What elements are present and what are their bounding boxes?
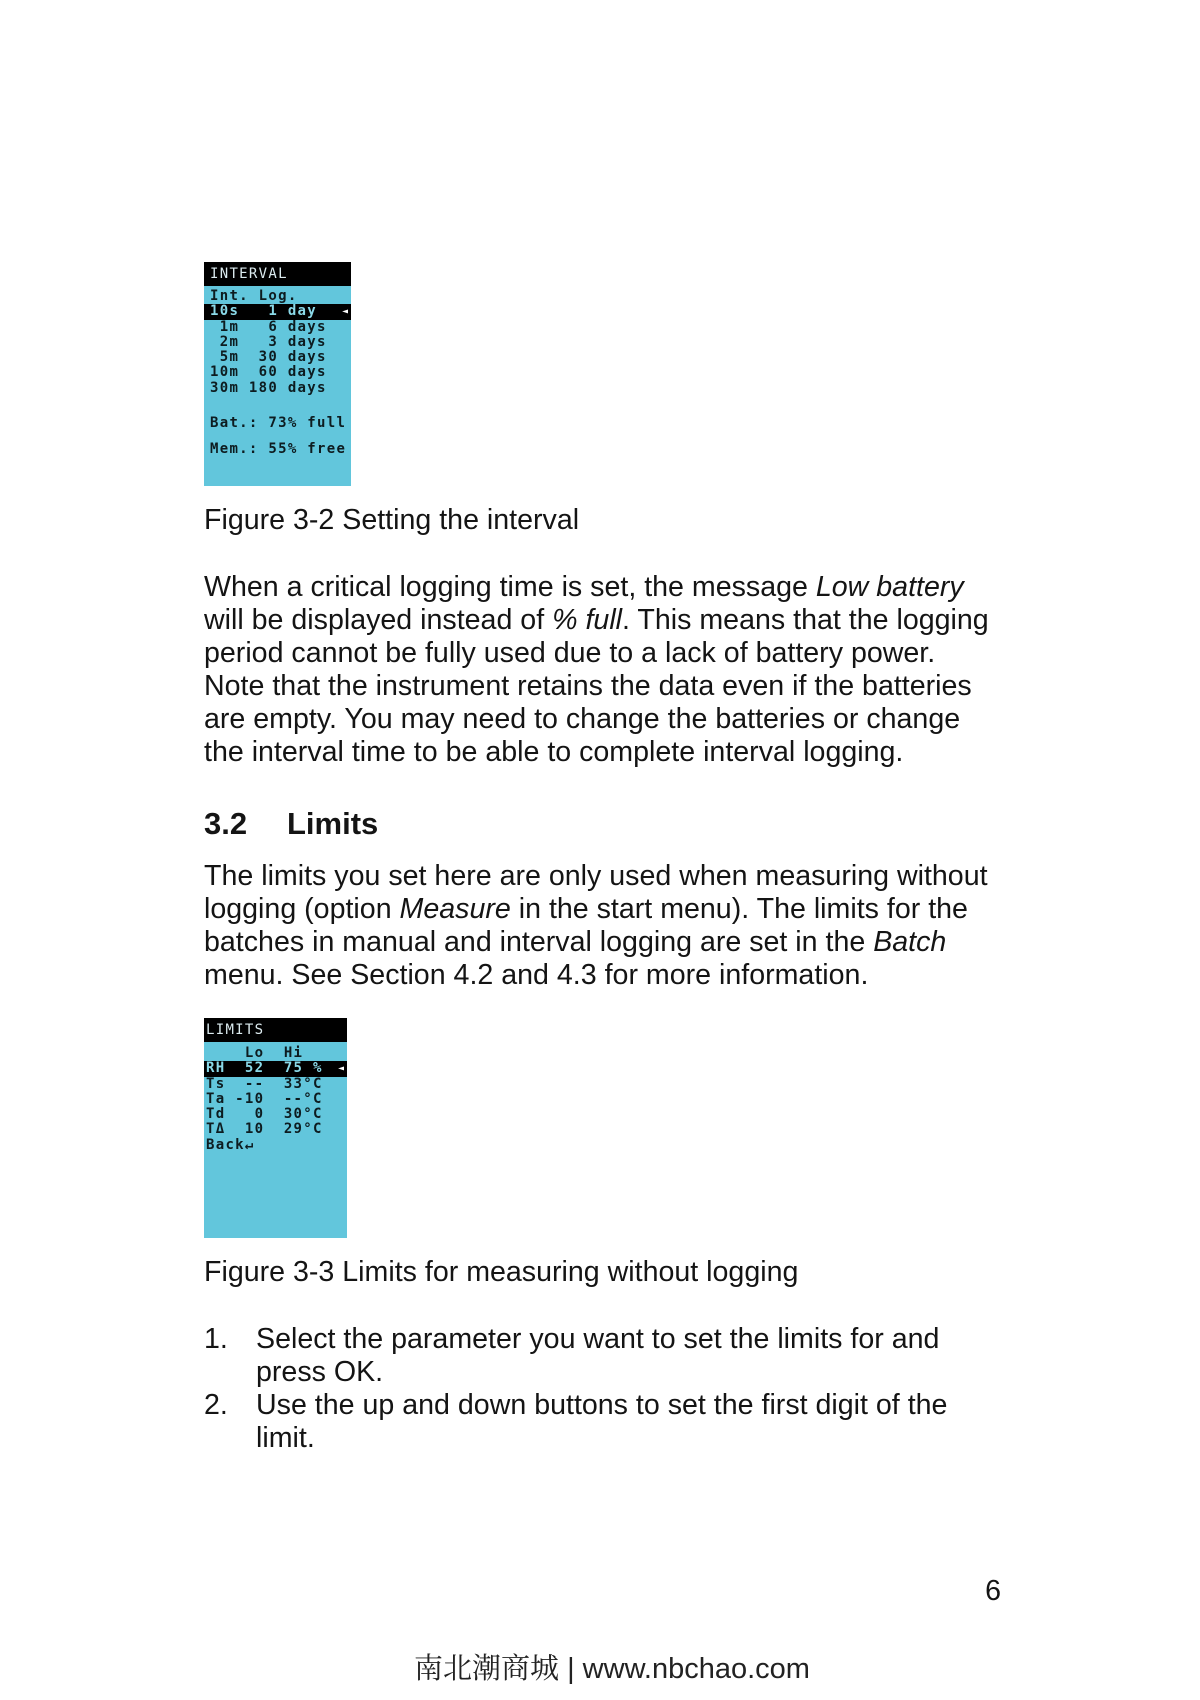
text-run: will be displayed instead of: [204, 604, 553, 637]
step-text: [256, 1323, 939, 1389]
duration-unit: days: [287, 349, 327, 366]
battery-status: Bat.: 73% full: [210, 415, 347, 432]
list-item: [204, 1389, 947, 1455]
paragraph-line: period cannot be fully used due to a lack of battery power.: [204, 637, 936, 670]
limit-unit: %: [312, 1060, 323, 1077]
interval-option: [204, 304, 351, 319]
italic-text: % full: [552, 604, 623, 637]
limit-row: [204, 1092, 347, 1107]
selection-arrow-icon: ◄: [337, 1063, 344, 1075]
step-line: Use the up and down buttons to set the first digit of the: [256, 1389, 948, 1422]
interval-option: [204, 335, 351, 350]
section-heading: [204, 806, 378, 842]
text-run: logging (option: [204, 893, 400, 926]
parameter-name: Ta: [206, 1090, 226, 1107]
high-limit: 33: [283, 1075, 304, 1092]
text-run: batches in manual and interval logging are set in the: [204, 926, 874, 959]
memory-status: Mem.: 55% free: [210, 441, 347, 458]
selection-arrow-icon: ◄: [341, 306, 348, 318]
limit-unit: °C: [303, 1121, 323, 1138]
paragraph-line: [204, 893, 988, 926]
step-number: 2.: [204, 1389, 228, 1422]
interval-value: 30m: [210, 379, 240, 396]
parameter-name: TΔ: [206, 1121, 226, 1138]
screen-body: [204, 1042, 347, 1153]
interval-value: 5m: [219, 349, 240, 366]
paragraph-line: [204, 571, 989, 604]
parameter-name: RH: [206, 1060, 226, 1077]
paragraph-line: The limits you set here are only used when measuring without: [204, 860, 988, 892]
figure-caption: Figure 3-2 Setting the interval: [204, 504, 580, 536]
list-item: [204, 1323, 947, 1389]
page-number: 6: [985, 1575, 1001, 1607]
low-limit: -10: [235, 1090, 265, 1107]
low-limit: 52: [244, 1060, 265, 1077]
italic-text: Low battery: [815, 571, 964, 603]
duration-unit: days: [287, 379, 327, 396]
limit-row: [204, 1061, 347, 1076]
limit-unit: °C: [303, 1075, 323, 1092]
high-limit: 75: [283, 1060, 304, 1077]
limit-unit: °C: [303, 1090, 323, 1107]
interval-option: [204, 350, 351, 365]
paragraph-line: [204, 926, 988, 959]
parameter-name: Ts: [206, 1075, 226, 1092]
paragraph-line: Note that the instrument retains the data even if the batteries: [204, 670, 972, 703]
section-number: 3.2: [204, 806, 248, 841]
duration-count: 6: [268, 318, 279, 335]
italic-text: Measure: [399, 893, 511, 926]
step-line: Select the parameter you want to set the limits for and: [256, 1323, 940, 1355]
paragraph: [204, 571, 989, 770]
italic-text: Batch: [873, 926, 947, 959]
interval-screen-figure: [204, 262, 351, 486]
paragraph-line: [204, 604, 989, 637]
low-limit: 0: [254, 1106, 265, 1123]
high-limit: --: [283, 1090, 304, 1107]
paragraph: [204, 860, 988, 992]
figure-caption: Figure 3-3 Limits for measuring without logging: [204, 1256, 799, 1288]
paragraph-line: the interval time to be able to complete interval logging.: [204, 736, 904, 769]
interval-option: [204, 320, 351, 335]
high-limit: 29: [283, 1121, 304, 1138]
numbered-steps: [204, 1323, 947, 1455]
limit-row: [204, 1107, 347, 1122]
step-line: limit.: [256, 1422, 315, 1455]
screen-title: INTERVAL: [204, 262, 351, 286]
text-run: When a critical logging time is set, the message: [204, 571, 816, 603]
duration-unit: days: [287, 364, 327, 381]
limits-screen-figure: [204, 1018, 347, 1238]
screen-title: LIMITS: [204, 1018, 347, 1042]
duration-unit: days: [287, 333, 327, 350]
step-number: 1.: [204, 1323, 228, 1355]
duration-count: 180: [248, 379, 279, 396]
step-text: [256, 1389, 947, 1455]
limit-row: [204, 1122, 347, 1137]
interval-value: 10s: [210, 303, 240, 320]
interval-value: 1m: [219, 318, 240, 335]
limit-row: [204, 1077, 347, 1092]
duration-unit: days: [287, 318, 327, 335]
paragraph-line: are empty. You may need to change the batteries or change: [204, 703, 961, 736]
header-spacer: [206, 1046, 225, 1061]
limit-unit: °C: [303, 1106, 323, 1123]
low-limit: --: [244, 1075, 265, 1092]
duration-count: 60: [258, 364, 279, 381]
parameter-name: Td: [206, 1106, 226, 1123]
interval-value: 10m: [210, 364, 240, 381]
text-run: . This means that the logging: [622, 604, 989, 637]
interval-value: 2m: [219, 333, 240, 350]
column-header: Int. Log.: [210, 288, 298, 304]
text-run: in the start menu). The limits for the: [510, 893, 968, 926]
back-option: Back↵: [206, 1136, 255, 1153]
duration-count: 1: [268, 303, 279, 320]
step-line: press OK.: [256, 1356, 384, 1389]
high-limit: 30: [283, 1106, 304, 1123]
low-limit: 10: [244, 1121, 265, 1138]
paragraph-line: menu. See Section 4.2 and 4.3 for more information.: [204, 959, 869, 992]
duration-count: 30: [258, 349, 279, 366]
hi-header: Hi: [283, 1045, 304, 1061]
column-header: [204, 1046, 347, 1061]
duration-count: 3: [268, 333, 279, 350]
screen-body: [204, 286, 351, 458]
section-title: Limits: [287, 806, 379, 841]
duration-unit: day: [287, 303, 317, 320]
interval-option: [204, 365, 351, 380]
footer-watermark: 南北潮商城 | www.nbchao.com: [414, 1653, 810, 1685]
interval-option: [204, 381, 351, 396]
lo-header: Lo: [244, 1045, 265, 1061]
